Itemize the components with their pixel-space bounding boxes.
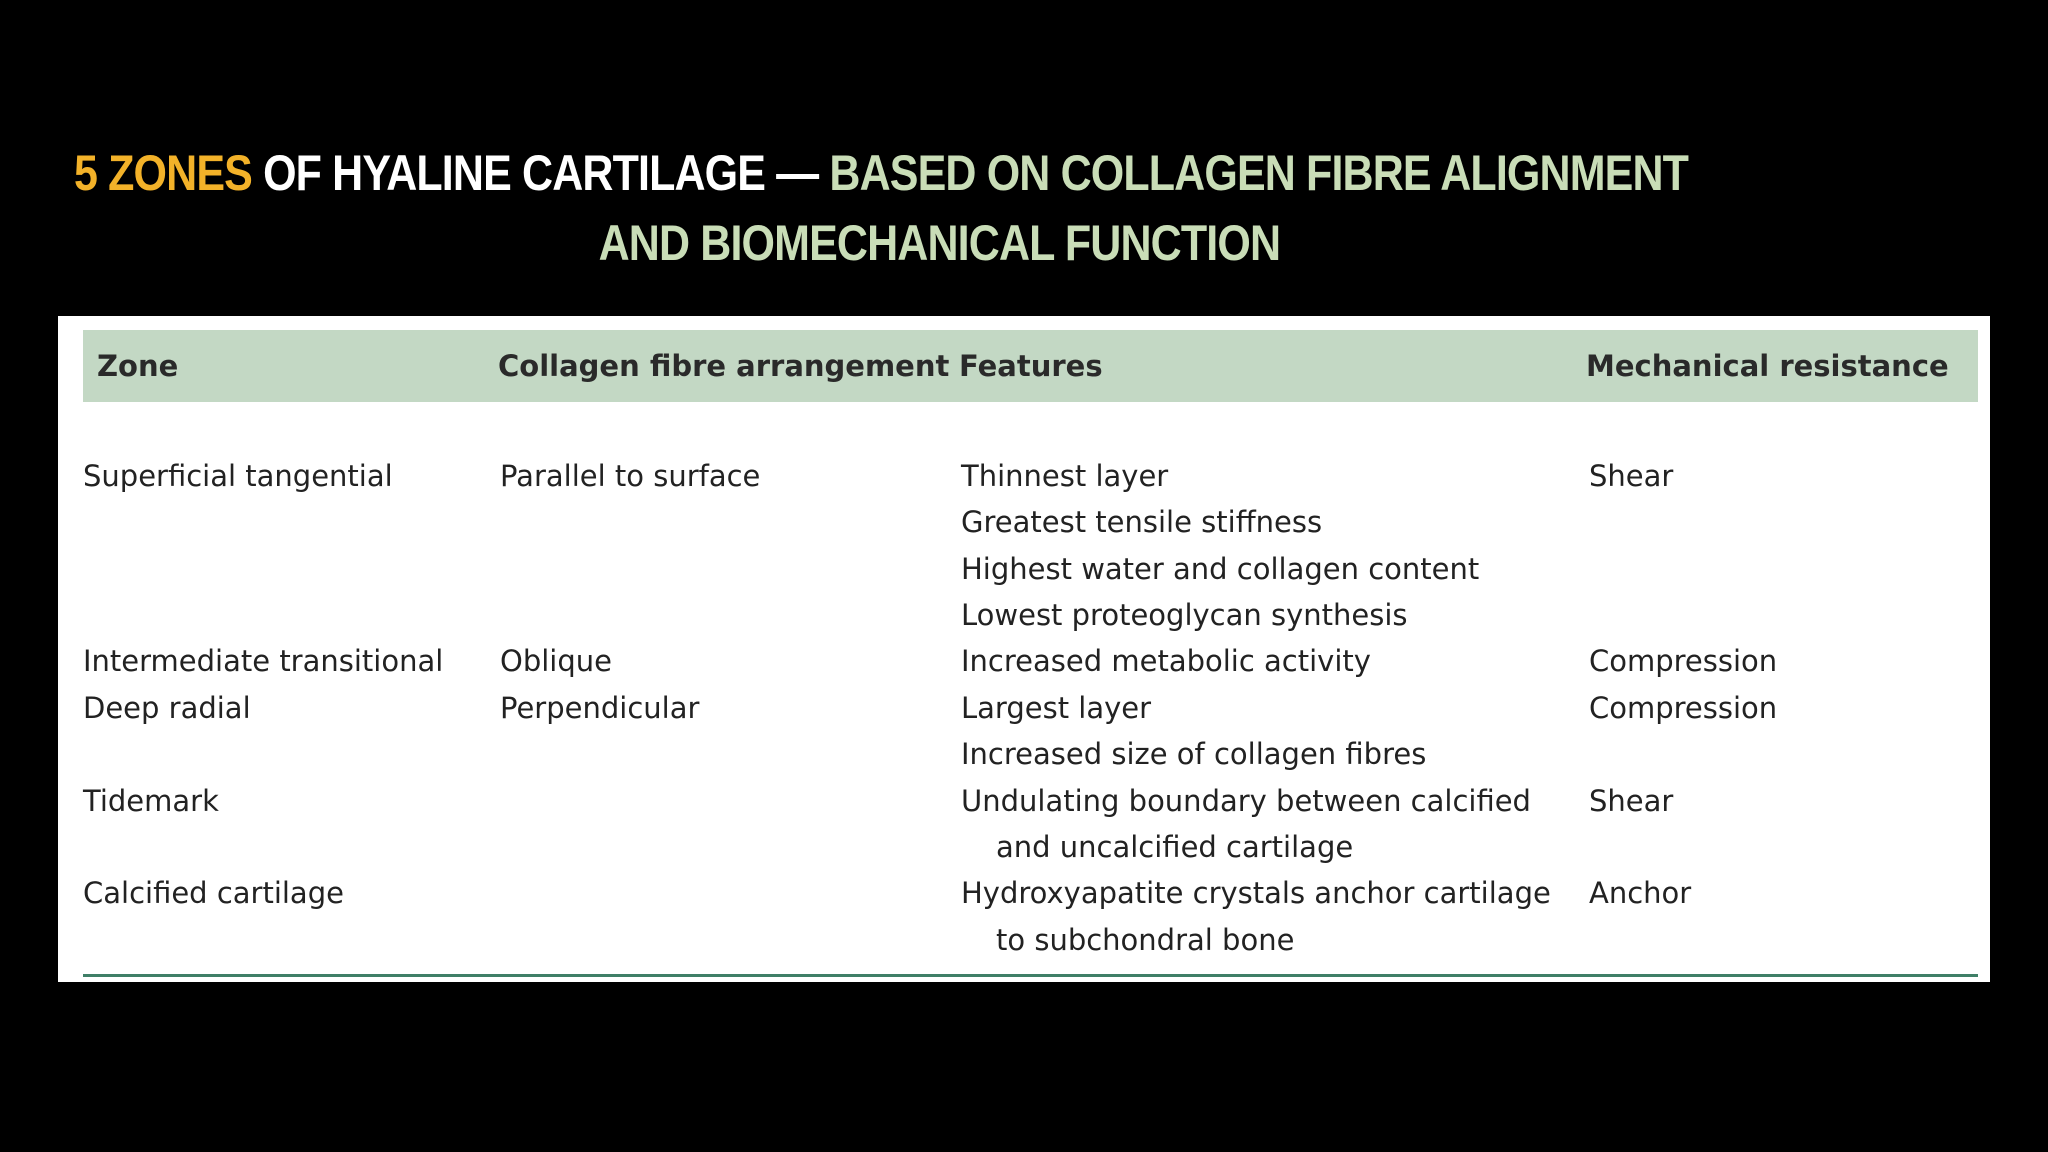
title-subtitle-2: AND BIOMECHANICAL FUNCTION (598, 215, 1281, 271)
slide-title (74, 138, 1689, 278)
table-cell-resistance: Anchor (1589, 876, 1692, 910)
title-line-1 (74, 138, 1689, 208)
zones-table (58, 316, 1990, 982)
title-main: OF HYALINE CARTILAGE — (251, 145, 830, 201)
table-cell-resistance: Shear (1589, 784, 1674, 818)
table-cell-zone: Calcified cartilage (83, 876, 344, 910)
table-cell-feature-continued: and uncalcified cartilage (996, 830, 1354, 864)
table-cell-feature-continued: to subchondral bone (996, 923, 1295, 957)
table-cell-collagen: Parallel to surface (500, 459, 761, 493)
table-cell-zone: Deep radial (83, 691, 251, 725)
table-cell-feature: Increased size of collagen fibres (961, 737, 1427, 771)
table-cell-feature: Largest layer (961, 691, 1152, 725)
table-cell-collagen: Perpendicular (500, 691, 700, 725)
table-cell-feature: Increased metabolic activity (961, 644, 1371, 678)
table-cell-zone: Superficial tangential (83, 459, 393, 493)
header-zone: Zone (97, 349, 179, 383)
title-subtitle-1: BASED ON COLLAGEN FIBRE ALIGNMENT (829, 145, 1689, 201)
table-cell-feature: Thinnest layer (961, 459, 1169, 493)
table-cell-feature: Greatest tensile stiffness (961, 505, 1323, 539)
table-cell-zone: Tidemark (83, 784, 219, 818)
table-bottom-rule (83, 974, 1978, 977)
table-cell-zone: Intermediate transitional (83, 644, 444, 678)
table-cell-feature: Highest water and collagen content (961, 552, 1480, 586)
table-cell-feature: Undulating boundary between calcified (961, 784, 1531, 818)
table-cell-resistance: Compression (1589, 691, 1778, 725)
header-collagen: Collagen fibre arrangement (498, 349, 950, 383)
title-zones-count: 5 ZONES (74, 145, 252, 201)
header-features: Features (959, 349, 1103, 383)
table-cell-resistance: Compression (1589, 644, 1778, 678)
table-cell-feature: Lowest proteoglycan synthesis (961, 598, 1408, 632)
table-cell-resistance: Shear (1589, 459, 1674, 493)
header-resistance: Mechanical resistance (1586, 349, 1949, 383)
table-cell-feature: Hydroxyapatite crystals anchor cartilage (961, 876, 1551, 910)
table-header-row (83, 330, 1978, 402)
table-cell-collagen: Oblique (500, 644, 612, 678)
